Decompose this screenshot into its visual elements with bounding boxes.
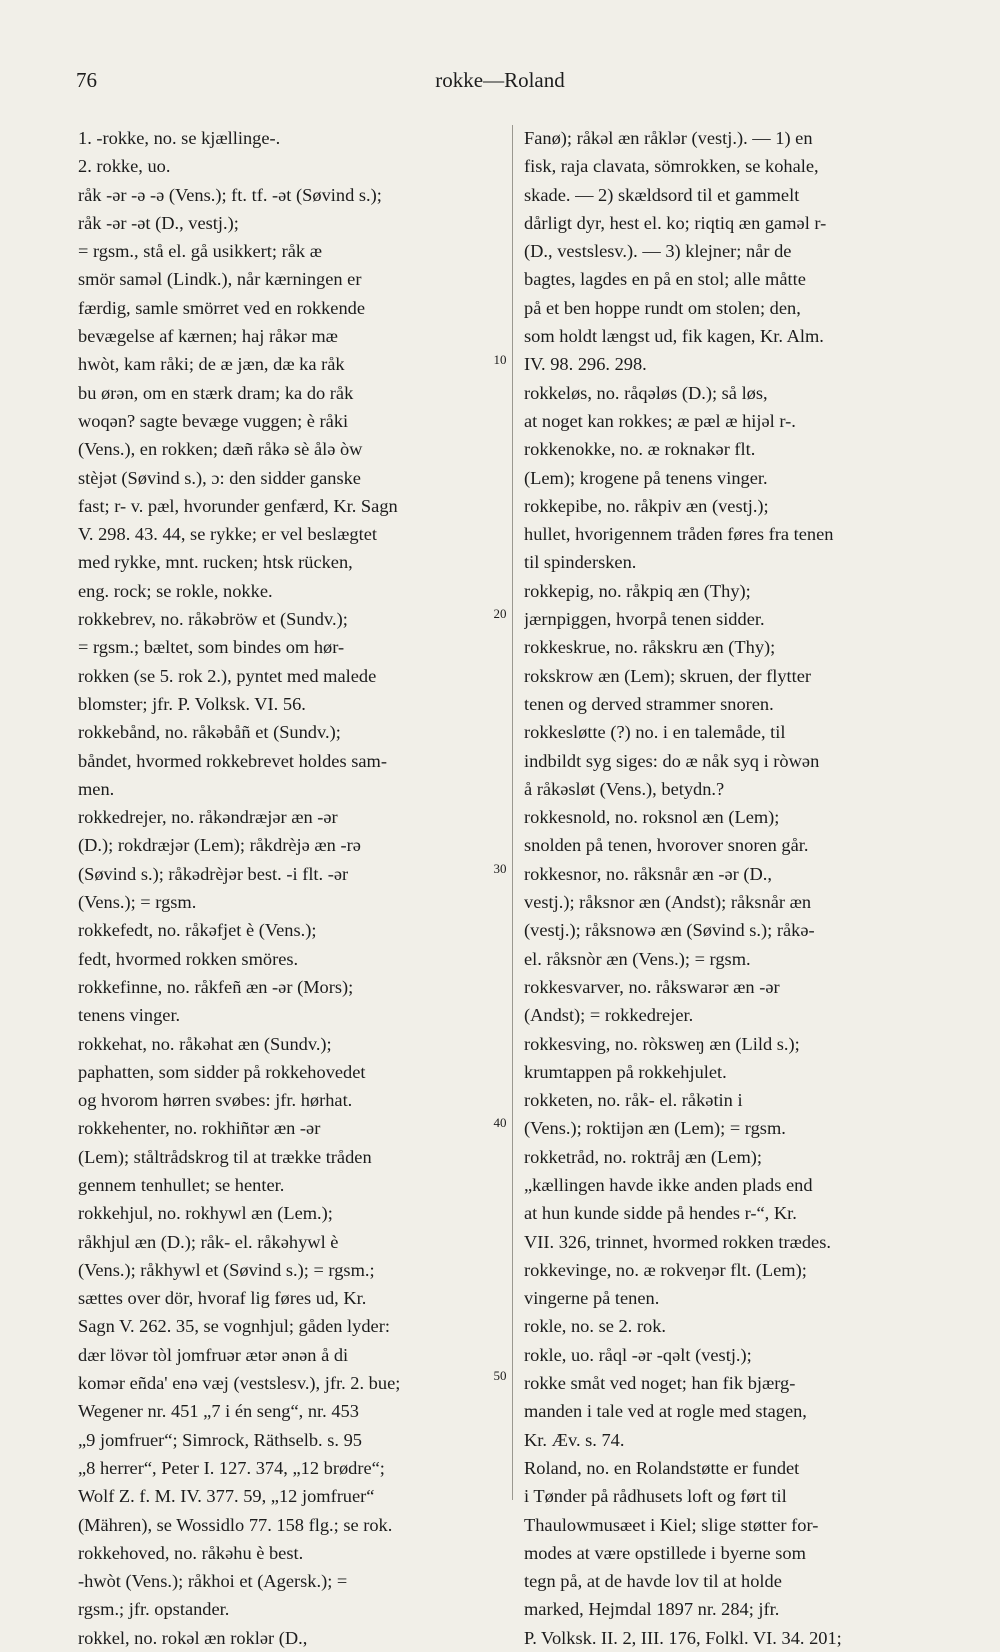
text-line: sættes over dör, hvoraf lig føres ud, Kr. [78, 1288, 367, 1309]
text-line: Thaulowmusæet i Kiel; slige støtter for- [524, 1514, 819, 1535]
text-line: rokke småt ved noget; han fik bjærg- [524, 1373, 796, 1394]
text-line: V. 298. 43. 44, se rykke; er vel beslægtet [78, 524, 377, 545]
text-line: Roland, no. en Rolandstøtte er fundet [524, 1457, 800, 1478]
text-line: rokle, no. se 2. rok. [524, 1316, 666, 1337]
text-line: rgsm.; jfr. opstander. [78, 1599, 230, 1620]
text-line: at hun kunde sidde på hendes r-“, Kr. [524, 1203, 797, 1224]
text-line: dårligt dyr, hest el. ko; riqtiq æn gaməl r- [524, 212, 827, 233]
text-line: rokkefedt, no. råkəfjet è (Vens.); [78, 920, 317, 941]
text-line: rokkepibe, no. råkpiv æn (vestj.); [524, 495, 769, 516]
text-line: = rgsm., stå el. gå usikkert; råk æ [78, 241, 322, 262]
text-line: rokskrow æn (Lem); skruen, der flytter [524, 665, 812, 686]
text-line: bagtes, lagdes en på en stol; alle måtte [524, 269, 806, 290]
text-line: fedt, hvormed rokken smöres. [78, 948, 299, 969]
text-line: hullet, hvorigennem tråden føres fra tenen [524, 524, 834, 545]
text-line: Sagn V. 262. 35, se vognhjul; gåden lyder: [78, 1316, 390, 1337]
text-line: rokkedrejer, no. råkəndræjər æn -ər [78, 807, 338, 828]
text-line: marked, Hejmdal 1897 nr. 284; jfr. [524, 1599, 780, 1620]
text-line: blomster; jfr. P. Volksk. VI. 56. [78, 693, 306, 714]
text-line: 2. rokke, uo. [78, 156, 171, 177]
text-line: tegn på, at de havde lov til at holde [524, 1571, 782, 1592]
text-line: jærnpiggen, hvorpå tenen sidder. [524, 609, 765, 630]
text-line: rokkehjul, no. rokhywl æn (Lem.); [78, 1203, 333, 1224]
text-line: VII. 326, trinnet, hvormed rokken trædes. [524, 1231, 831, 1252]
text-line: „9 jomfruer“; Simrock, Räthselb. s. 95 [78, 1429, 362, 1450]
text-line: rokkel, no. rokəl æn roklər (D., [78, 1627, 308, 1648]
right-column [524, 124, 960, 1652]
text-line: „kællingen havde ikke anden plads end [524, 1174, 813, 1195]
text-line: dær lövər tòl jomfruər ætər ənən å di [78, 1344, 349, 1365]
text-line: rokkefinne, no. råkfeñ æn -ər (Mors); [78, 976, 354, 997]
text-line: og hvorom hørren svøbes: jfr. hørhat. [78, 1090, 353, 1111]
text-line: krumtappen på rokkehjulet. [524, 1061, 727, 1082]
text-line: rokle, uo. råql -ər -qəlt (vestj.); [524, 1344, 752, 1365]
text-line: færdig, samle smörret ved en rokkende [78, 297, 366, 318]
text-line: rokkebånd, no. råkəbåñ et (Sundv.); [78, 722, 341, 743]
text-line: skade. — 2) skældsord til et gammelt [524, 184, 800, 205]
text-line: smör saməl (Lindk.), når kærningen er [78, 269, 362, 290]
page-number: 76 [76, 68, 97, 92]
text-line: rokketråd, no. roktråj æn (Lem); [524, 1146, 762, 1167]
text-line: 1. -rokke, no. se kjællinge-. [78, 128, 281, 148]
text-line: rokkenokke, no. æ roknakər flt. [524, 439, 756, 460]
line-number-marker: 30 [493, 861, 507, 876]
text-line: eng. rock; se rokle, nokke. [78, 580, 273, 601]
text-line: tenen og derved strammer snoren. [524, 693, 774, 714]
line-number-marker: 10 [493, 352, 507, 367]
text-line: Kr. Æv. s. 74. [524, 1429, 625, 1450]
text-line: rokkesnor, no. råksnår æn -ər (D., [524, 863, 772, 884]
text-line: med rykke, mnt. rucken; htsk rücken, [78, 552, 353, 573]
text-line: rokkeløs, no. råqəløs (D.); så løs, [524, 382, 768, 403]
text-line: snolden på tenen, hvorover snoren går. [524, 835, 809, 856]
text-line: rokkehat, no. råkəhat æn (Sundv.); [78, 1033, 332, 1054]
text-line: vingerne på tenen. [524, 1288, 660, 1309]
text-line: indbildt syg siges: do æ nåk syq i ròwən [524, 750, 820, 771]
text-line: (Vens.); = rgsm. [78, 892, 197, 913]
text-line: at noget kan rokkes; æ pæl æ hijəl r-. [524, 410, 796, 431]
text-line: rokken (se 5. rok 2.), pyntet med malede [78, 665, 377, 686]
text-line: woqən? sagte bevæge vuggen; è råki [78, 410, 349, 431]
text-line: fisk, raja clavata, sömrokken, se kohale, [524, 156, 819, 177]
text-line: hwòt, kam råki; de æ jæn, dæ ka råk [78, 354, 345, 375]
text-line: manden i tale ved at rogle med stagen, [524, 1401, 807, 1422]
text-line: -hwòt (Vens.); råkhoi et (Agersk.); = [78, 1571, 348, 1592]
text-line: = rgsm.; bæltet, som bindes om hør- [78, 637, 345, 658]
text-line: (D., vestslesv.). — 3) klejner; når de [524, 241, 792, 262]
text-line: råk -ər -ət (D., vestj.); [78, 212, 239, 233]
text-line: å råkəsløt (Vens.), betydn.? [524, 778, 725, 799]
text-line: rokkesving, no. ròksweŋ æn (Lild s.); [524, 1033, 800, 1054]
text-line: „8 herrer“, Peter I. 127. 374, „12 brødre“; [78, 1457, 385, 1478]
text-line: modes at være opstillede i byerne som [524, 1542, 806, 1563]
line-number-marker: 20 [493, 606, 507, 621]
text-line: rokkesløtte (?) no. i en talemåde, til [524, 722, 786, 743]
text-line: rokkesvarver, no. råkswarər æn -ər [524, 976, 780, 997]
text-line: gennem tenhullet; se henter. [78, 1174, 285, 1195]
text-line: tenens vinger. [78, 1005, 181, 1026]
column-divider [512, 125, 513, 1500]
text-line: rokkehenter, no. rokhiñtər æn -ər [78, 1118, 321, 1139]
text-line: råkhjul æn (D.); råk- el. råkəhywl è [78, 1231, 339, 1252]
text-line: båndet, hvormed rokkebrevet holdes sam- [78, 750, 387, 771]
text-line: bu ørən, om en stærk dram; ka do råk [78, 382, 354, 403]
text-line: el. råksnòr æn (Vens.); = rgsm. [524, 948, 751, 969]
text-line: rokkehoved, no. råkəhu è best. [78, 1542, 304, 1563]
text-line: rokketen, no. råk- el. råkətin i [524, 1090, 743, 1111]
text-line: (Vens.), en rokken; dæñ råkə sè ålə òw [78, 439, 363, 460]
text-line: bevægelse af kærnen; haj råkər mæ [78, 326, 338, 347]
line-number-marker: 40 [493, 1115, 507, 1130]
text-line: på et ben hoppe rundt om stolen; den, [524, 297, 801, 318]
text-line: som holdt længst ud, fik kagen, Kr. Alm. [524, 326, 824, 347]
left-column [78, 124, 503, 1652]
text-line: (Lem); ståltrådskrog til at trække tråden [78, 1146, 372, 1167]
text-line: Wegener nr. 451 „7 i én seng“, nr. 453 [78, 1401, 359, 1422]
text-line: til spindersken. [524, 552, 637, 573]
text-line: paphatten, som sidder på rokkehovedet [78, 1061, 366, 1082]
text-line: rokkebrev, no. råkəbröw et (Sundv.); [78, 609, 348, 630]
text-line: i Tønder på rådhusets loft og ført til [524, 1486, 787, 1507]
text-line: (vestj.); råksnowə æn (Søvind s.); råkə- [524, 920, 815, 941]
line-number-marker: 50 [493, 1368, 507, 1383]
text-line: vestj.); råksnor æn (Andst); råksnår æn [524, 892, 812, 913]
text-line: men. [78, 778, 115, 799]
text-line: rokkepig, no. råkpiq æn (Thy); [524, 580, 751, 601]
text-line: Wolf Z. f. M. IV. 377. 59, „12 jomfruer“ [78, 1486, 375, 1507]
text-line: komər eñda' enə væj (vestslesv.), jfr. 2. bue; [78, 1373, 401, 1394]
text-line: rokkeskrue, no. råkskru æn (Thy); [524, 637, 776, 658]
text-line: stèjət (Søvind s.), ɔ: den sidder ganske [78, 467, 361, 488]
text-line: (Vens.); råkhywl et (Søvind s.); = rgsm.; [78, 1259, 375, 1280]
text-line: (Mähren), se Wossidlo 77. 158 flg.; se rok. [78, 1514, 393, 1535]
text-line: (Lem); krogene på tenens vinger. [524, 467, 768, 488]
text-line: rokkevinge, no. æ rokveŋər flt. (Lem); [524, 1259, 807, 1280]
running-head: rokke—Roland [435, 68, 565, 92]
text-line: rokkesnold, no. roksnol æn (Lem); [524, 807, 780, 828]
text-line: (Andst); = rokkedrejer. [524, 1005, 694, 1026]
text-line: (D.); rokdræjər (Lem); råkdrèjə æn -rə [78, 835, 361, 856]
text-line: Fanø); råkəl æn råklər (vestj.). — 1) en [524, 128, 813, 148]
text-line: (Vens.); roktijən æn (Lem); = rgsm. [524, 1118, 786, 1139]
text-line: IV. 98. 296. 298. [524, 354, 647, 375]
text-line: fast; r- v. pæl, hvorunder genfærd, Kr. Sagn [78, 495, 398, 516]
text-line: råk -ər -ə -ə (Vens.); ft. tf. -ət (Søvind s.); [78, 184, 382, 205]
text-line: P. Volksk. II. 2, III. 176, Folkl. VI. 34. 201; [524, 1627, 842, 1648]
text-line: (Søvind s.); råkədrèjər best. -i flt. -ər [78, 863, 349, 884]
